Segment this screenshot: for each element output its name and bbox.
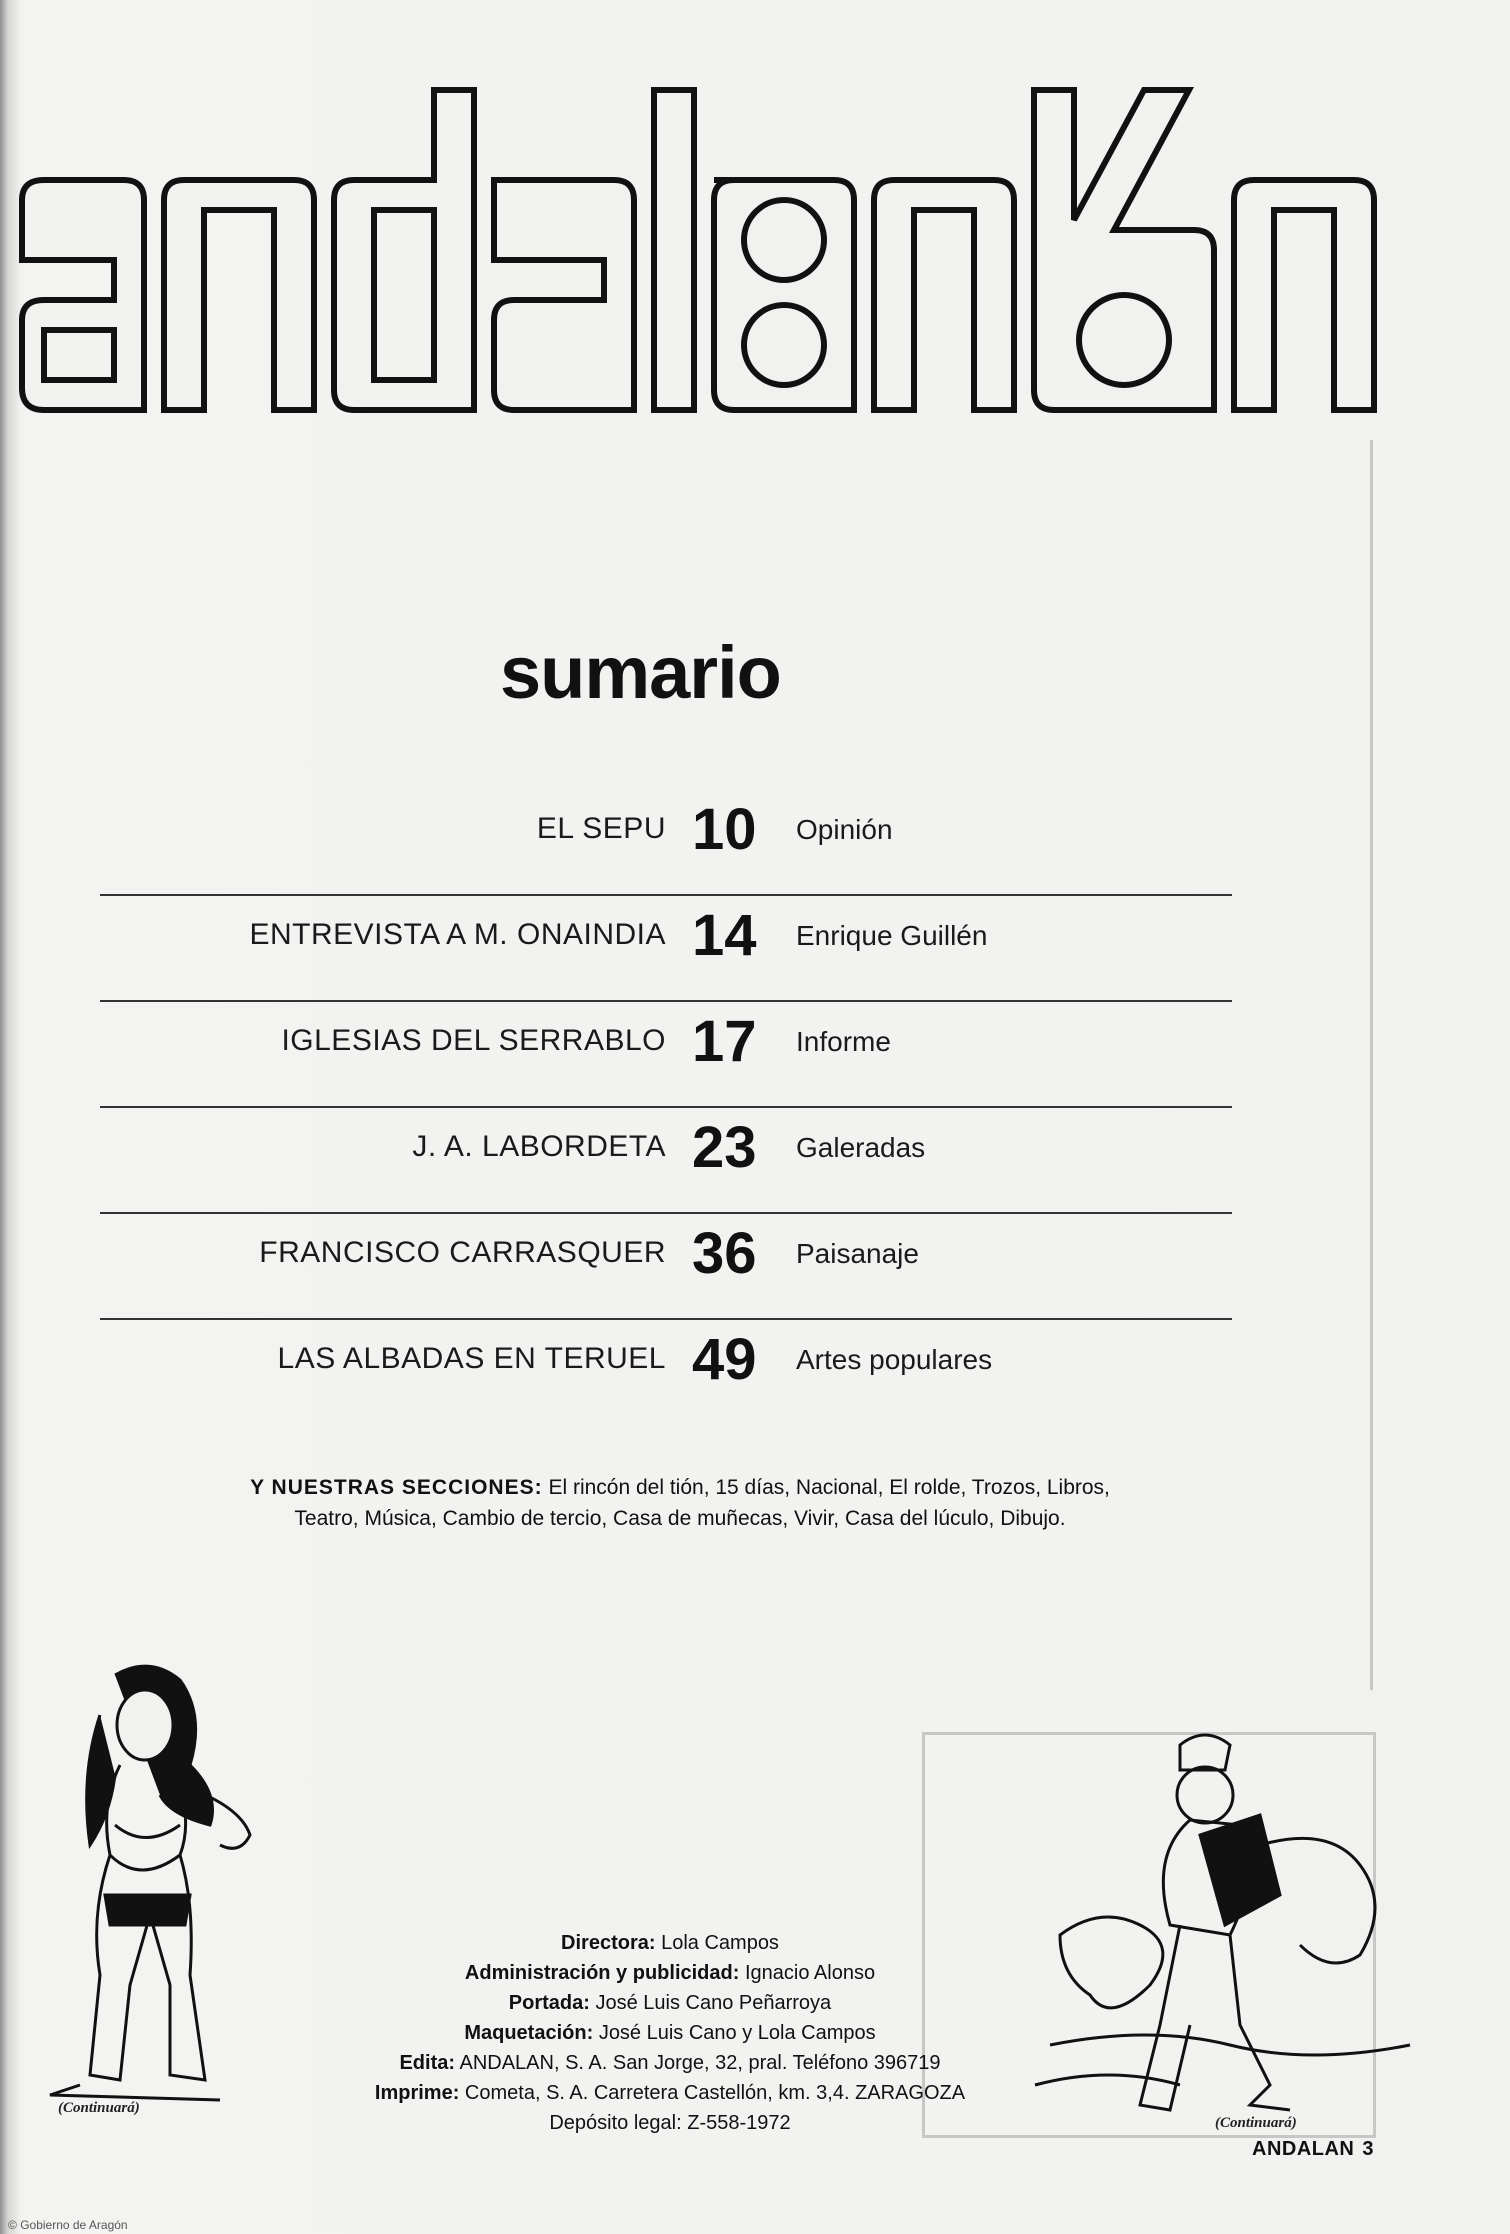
sections-label: Y NUESTRAS SECCIONES: — [250, 1476, 543, 1499]
toc-entry-section: Enrique Guillén — [796, 920, 988, 951]
credit-label: Administración y publicidad: — [464, 1962, 740, 1984]
toc-entry-page: 17 — [692, 1009, 757, 1074]
credit-label: Maquetación: — [464, 2022, 594, 2044]
table-of-contents — [100, 790, 1232, 1426]
toc-entry-page: 23 — [692, 1115, 757, 1180]
toc-entry[interactable] — [100, 1108, 1232, 1214]
credit-label: Imprime: — [374, 2082, 460, 2104]
credit-label: Edita: — [399, 2052, 456, 2074]
credit-value: Lola Campos — [661, 1932, 779, 1954]
toc-entry-title: IGLESIAS DEL SERRABLO — [281, 1024, 666, 1057]
credit-value: Cometa, S. A. Carretera Castellón, km. 3,4. ZARAGOZA — [464, 2082, 966, 2104]
right-cartoon-illustration — [1030, 1725, 1420, 2125]
credit-label: Directora: — [561, 1932, 656, 1954]
footer-page-number: 3 — [1362, 2138, 1375, 2160]
sections-text: El rincón del tión, 15 días, Nacional, El rolde, Trozos, Libros, Teatro, Música, Cambio de tercio, Casa de muñecas, Vivir, Casa del lúculo, Dibujo. — [294, 1476, 1110, 1530]
copyright-icon: © — [8, 2218, 17, 2232]
credit-line — [270, 2108, 1070, 2138]
credit-value: ANDALAN, S. A. San Jorge, 32, pral. Teléfono 396719 — [459, 2052, 941, 2074]
footer-magazine-name: ANDALAN — [1252, 2138, 1355, 2160]
credit-label: Portada: — [508, 1992, 590, 2014]
toc-entry-title: FRANCISCO CARRASQUER — [259, 1236, 666, 1269]
toc-entry-title: EL SEPU — [536, 812, 666, 845]
toc-entry-page: 10 — [692, 797, 757, 862]
andalan-logo — [14, 80, 1394, 425]
toc-entry[interactable] — [100, 1214, 1232, 1320]
left-cartoon-caption: (Continuará) — [58, 2100, 140, 2116]
sections-list — [230, 1472, 1130, 1534]
toc-entry-page: 36 — [692, 1221, 757, 1286]
credit-value: Ignacio Alonso — [744, 1962, 876, 1984]
toc-entry-title: LAS ALBADAS EN TERUEL — [277, 1342, 666, 1375]
toc-entry[interactable] — [100, 1320, 1232, 1426]
toc-entry[interactable] — [100, 1002, 1232, 1108]
toc-entry-section: Galeradas — [796, 1132, 926, 1163]
toc-entry-title: ENTREVISTA A M. ONAINDIA — [249, 918, 666, 951]
sumario-title: sumario — [500, 631, 781, 714]
credit-value: José Luis Cano y Lola Campos — [598, 2022, 876, 2044]
show-through-frame — [1300, 440, 1373, 1690]
page-footer — [1252, 2138, 1374, 2161]
credit-value: José Luis Cano Peñarroya — [595, 1992, 832, 2014]
credit-line — [270, 1988, 1070, 2018]
credit-line — [270, 1958, 1070, 1988]
toc-entry[interactable] — [100, 896, 1232, 1002]
toc-entry-section: Informe — [796, 1026, 891, 1057]
right-cartoon-caption: (Continuará) — [1215, 2115, 1297, 2131]
watermark-text: Gobierno de Aragón — [20, 2218, 128, 2232]
toc-entry[interactable] — [100, 790, 1232, 896]
credit-line — [270, 2018, 1070, 2048]
credits-block — [270, 1928, 1070, 2138]
toc-entry-page: 14 — [692, 903, 757, 968]
toc-entry-section: Opinión — [796, 814, 893, 845]
toc-entry-section: Artes populares — [796, 1344, 993, 1375]
archive-watermark — [8, 2218, 128, 2232]
toc-entry-page: 49 — [692, 1327, 757, 1392]
credit-line — [270, 2048, 1070, 2078]
credit-line — [270, 2078, 1070, 2108]
toc-entry-section: Paisanaje — [796, 1238, 919, 1269]
toc-entry-title: J. A. LABORDETA — [412, 1130, 666, 1163]
left-cartoon-illustration — [20, 1655, 280, 2105]
credit-value: Depósito legal: Z-558-1972 — [549, 2112, 791, 2134]
credit-line — [270, 1928, 1070, 1958]
